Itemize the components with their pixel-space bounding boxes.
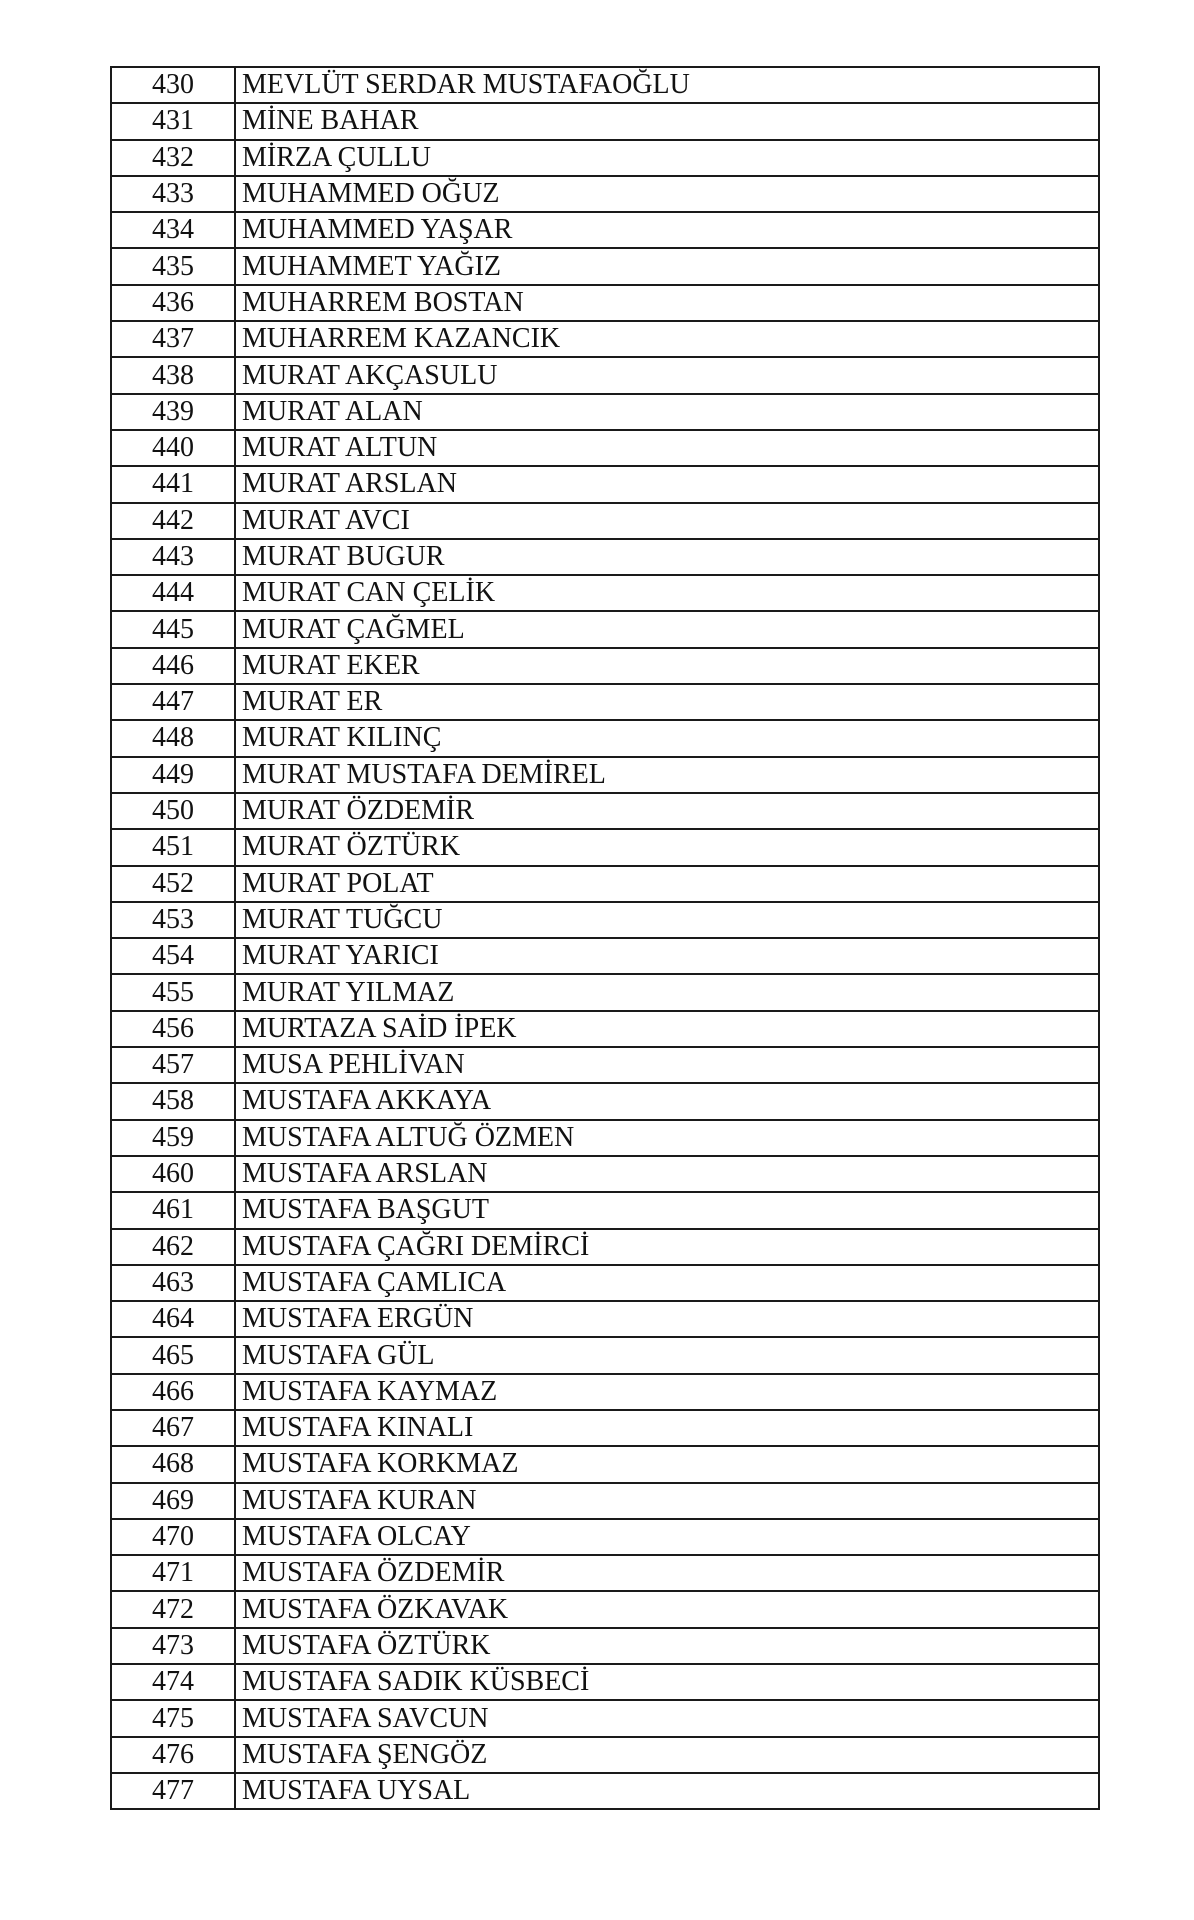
full-name-cell: MUSTAFA ERGÜN [235,1301,1099,1337]
table-row [111,212,1099,248]
table-row [111,938,1099,974]
table-row [111,575,1099,611]
full-name-cell: MURAT BUGUR [235,539,1099,575]
table-row [111,1011,1099,1047]
row-number-cell: 475 [111,1700,235,1736]
full-name-cell: MUHAMMED YAŞAR [235,212,1099,248]
table-row [111,1483,1099,1519]
table-row [111,430,1099,466]
row-number-cell: 461 [111,1192,235,1228]
full-name-cell: MURAT ER [235,684,1099,720]
table-row [111,648,1099,684]
full-name-cell: MURAT ÖZDEMİR [235,793,1099,829]
full-name-cell: MUSTAFA KINALI [235,1410,1099,1446]
row-number-cell: 476 [111,1737,235,1773]
table-row [111,248,1099,284]
row-number-cell: 457 [111,1047,235,1083]
full-name-cell: MUSTAFA ÖZKAVAK [235,1591,1099,1627]
row-number-cell: 441 [111,466,235,502]
table-row [111,1591,1099,1627]
row-number-cell: 449 [111,757,235,793]
full-name-cell: MURAT MUSTAFA DEMİREL [235,757,1099,793]
row-number-cell: 432 [111,140,235,176]
table-row [111,1410,1099,1446]
row-number-cell: 456 [111,1011,235,1047]
table-row [111,866,1099,902]
row-number-cell: 442 [111,503,235,539]
row-number-cell: 460 [111,1156,235,1192]
row-number-cell: 433 [111,176,235,212]
full-name-cell: MURAT ARSLAN [235,466,1099,502]
table-row [111,140,1099,176]
row-number-cell: 444 [111,575,235,611]
table-row [111,1083,1099,1119]
row-number-cell: 467 [111,1410,235,1446]
table-row [111,1664,1099,1700]
full-name-cell: MUSTAFA GÜL [235,1337,1099,1373]
table-row [111,1156,1099,1192]
row-number-cell: 446 [111,648,235,684]
row-number-cell: 431 [111,103,235,139]
table-row [111,285,1099,321]
table-row [111,611,1099,647]
full-name-cell: MUSTAFA ARSLAN [235,1156,1099,1192]
row-number-cell: 462 [111,1229,235,1265]
full-name-cell: MUSTAFA ŞENGÖZ [235,1737,1099,1773]
table-row [111,1265,1099,1301]
row-number-cell: 466 [111,1374,235,1410]
full-name-cell: MUSTAFA ÇAMLICA [235,1265,1099,1301]
row-number-cell: 464 [111,1301,235,1337]
full-name-cell: MUSTAFA AKKAYA [235,1083,1099,1119]
full-name-cell: MİRZA ÇULLU [235,140,1099,176]
row-number-cell: 438 [111,357,235,393]
row-number-cell: 439 [111,394,235,430]
row-number-cell: 447 [111,684,235,720]
table-row [111,321,1099,357]
table-row [111,1120,1099,1156]
table-row [111,684,1099,720]
table-row [111,1773,1099,1809]
full-name-cell: MUSTAFA OLCAY [235,1519,1099,1555]
full-name-cell: MURAT EKER [235,648,1099,684]
full-name-cell: MUHAMMED OĞUZ [235,176,1099,212]
full-name-cell: MUSTAFA ÖZDEMİR [235,1555,1099,1591]
table-row [111,1374,1099,1410]
table-row [111,67,1099,103]
row-number-cell: 473 [111,1628,235,1664]
full-name-cell: MURAT CAN ÇELİK [235,575,1099,611]
full-name-cell: MUSTAFA KORKMAZ [235,1446,1099,1482]
full-name-cell: MUHARREM KAZANCIK [235,321,1099,357]
row-number-cell: 458 [111,1083,235,1119]
table-row [111,1301,1099,1337]
row-number-cell: 453 [111,902,235,938]
table-row [111,1700,1099,1736]
name-list-table [110,66,1100,1810]
table-row [111,503,1099,539]
table-row [111,357,1099,393]
row-number-cell: 435 [111,248,235,284]
full-name-cell: MİNE BAHAR [235,103,1099,139]
row-number-cell: 434 [111,212,235,248]
full-name-cell: MUSTAFA KURAN [235,1483,1099,1519]
full-name-cell: MURAT AVCI [235,503,1099,539]
table-row [111,1192,1099,1228]
full-name-cell: MUSTAFA ALTUĞ ÖZMEN [235,1120,1099,1156]
row-number-cell: 463 [111,1265,235,1301]
full-name-cell: MEVLÜT SERDAR MUSTAFAOĞLU [235,67,1099,103]
row-number-cell: 477 [111,1773,235,1809]
row-number-cell: 469 [111,1483,235,1519]
full-name-cell: MUSTAFA SAVCUN [235,1700,1099,1736]
table-row [111,793,1099,829]
row-number-cell: 440 [111,430,235,466]
table-row [111,974,1099,1010]
table-row [111,1229,1099,1265]
full-name-cell: MUSTAFA ÇAĞRI DEMİRCİ [235,1229,1099,1265]
full-name-cell: MURAT ÇAĞMEL [235,611,1099,647]
full-name-cell: MURAT YILMAZ [235,974,1099,1010]
full-name-cell: MUSTAFA SADIK KÜSBECİ [235,1664,1099,1700]
table-row [111,1737,1099,1773]
full-name-cell: MURAT AKÇASULU [235,357,1099,393]
full-name-cell: MUSTAFA ÖZTÜRK [235,1628,1099,1664]
row-number-cell: 452 [111,866,235,902]
row-number-cell: 430 [111,67,235,103]
row-number-cell: 471 [111,1555,235,1591]
table-row [111,1628,1099,1664]
table-row [111,1047,1099,1083]
table-row [111,176,1099,212]
full-name-cell: MURAT ALAN [235,394,1099,430]
table-row [111,829,1099,865]
full-name-cell: MURAT TUĞCU [235,902,1099,938]
full-name-cell: MURAT KILINÇ [235,720,1099,756]
row-number-cell: 445 [111,611,235,647]
full-name-cell: MUSTAFA BAŞGUT [235,1192,1099,1228]
table-row [111,757,1099,793]
full-name-cell: MURAT YARICI [235,938,1099,974]
row-number-cell: 448 [111,720,235,756]
full-name-cell: MURAT ÖZTÜRK [235,829,1099,865]
full-name-cell: MURAT POLAT [235,866,1099,902]
full-name-cell: MUHAMMET YAĞIZ [235,248,1099,284]
row-number-cell: 465 [111,1337,235,1373]
row-number-cell: 443 [111,539,235,575]
full-name-cell: MUSA PEHLİVAN [235,1047,1099,1083]
row-number-cell: 451 [111,829,235,865]
row-number-cell: 472 [111,1591,235,1627]
row-number-cell: 474 [111,1664,235,1700]
row-number-cell: 468 [111,1446,235,1482]
full-name-cell: MUSTAFA KAYMAZ [235,1374,1099,1410]
row-number-cell: 459 [111,1120,235,1156]
row-number-cell: 436 [111,285,235,321]
table-body [111,67,1099,1809]
full-name-cell: MURAT ALTUN [235,430,1099,466]
table-row [111,902,1099,938]
table-row [111,103,1099,139]
row-number-cell: 437 [111,321,235,357]
row-number-cell: 450 [111,793,235,829]
full-name-cell: MUSTAFA UYSAL [235,1773,1099,1809]
row-number-cell: 470 [111,1519,235,1555]
table-row [111,539,1099,575]
table-row [111,1446,1099,1482]
table-row [111,394,1099,430]
table-row [111,1519,1099,1555]
row-number-cell: 455 [111,974,235,1010]
row-number-cell: 454 [111,938,235,974]
table-row [111,720,1099,756]
full-name-cell: MUHARREM BOSTAN [235,285,1099,321]
full-name-cell: MURTAZA SAİD İPEK [235,1011,1099,1047]
table-row [111,1337,1099,1373]
table-row [111,466,1099,502]
table-row [111,1555,1099,1591]
